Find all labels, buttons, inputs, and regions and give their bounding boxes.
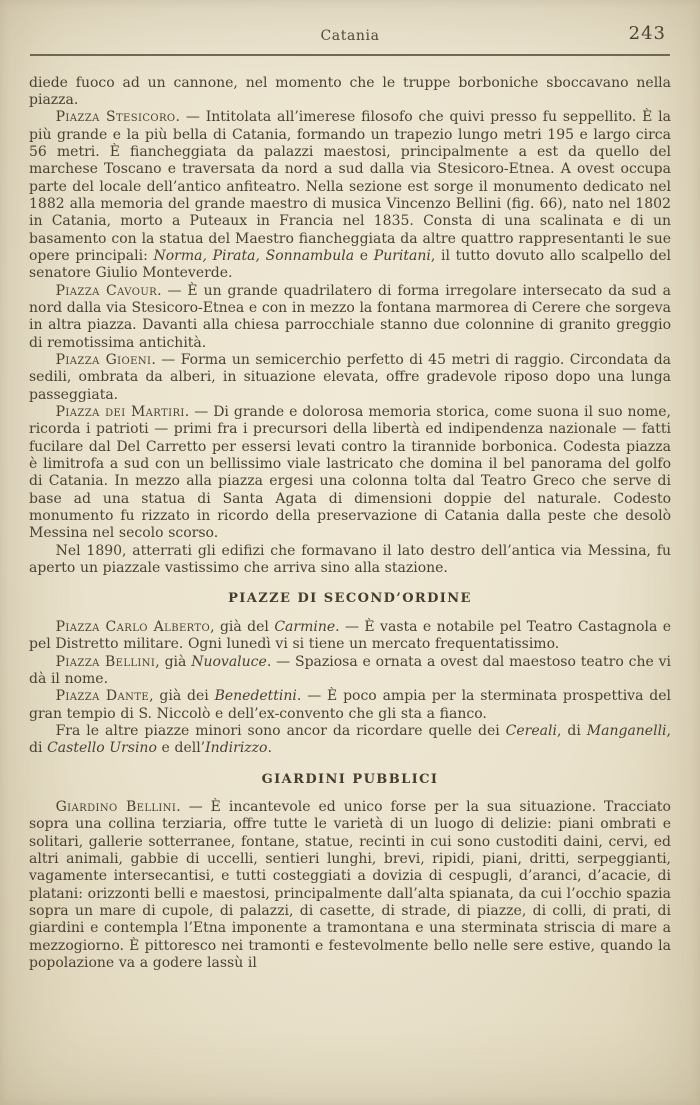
page-body [29, 75, 671, 973]
body-text: , già [155, 653, 192, 670]
paragraph [29, 799, 671, 972]
running-title: Catania [320, 28, 380, 44]
body-text: . — È incantevole ed unico forse per la sua situazione. Tracciato sopra una collina terziaria, offre tutte le varietà di un luogo di delizie: piani ombrati e solitari, gallerie sotterranee, fontane, statue, recinti in cui sono custoditi daini, cervi, ed altri animali, gabbie di uccelli, sentieri lunghi, brevi, ripidi, piani, dritti, serpeggianti, vagamente intersecantisi, e tutti costeggiati a dovizia di cespugli, d’aranci, d’acacie, di platani: orizzonti belli e maestosi, principalmente dall’alta spianata, da cui l’occhio spazia sopra un mare di cupole, di palazzi, di casette, di strade, di piazze, di colli, di prati, di giardini e contempla l’Etna imponente a tramontana e una sterminata striscia di mare a mezzogiorno. È pittoresco nei tramonti e festevolmente bello nelle sere estive, quando la popolazione va a godere lassù il [29, 798, 671, 971]
body-text: . — Intitolata all’imerese filosofo che quivi presso fu seppellito. È la più grande e la più bella di Catania, formando un trapezio lungo metri 195 e largo circa 56 metri. È fiancheggiata da palazzi maestosi, principalmente a est da quello del marchese Toscano e traversata da nord a sud dalla via Stesicoro-Etnea. A ovest occupa parte del locale dell’antico anfiteatro. Nella sezione est sorge il monumento dedicato nel 1882 alla memoria del grande maestro di musica Vincenzo Bellini (fig. 66), nato nel 1802 in Catania, morto a Puteaux in Francia nel 1835. Consta di una scalinata e di un basamento con la statua del Maestro fiancheggiata da altre quattro rappresentanti le sue opere principali: [29, 109, 671, 264]
italic-text: Castello Ursino [47, 740, 157, 757]
page-number: 243 [628, 23, 666, 44]
small-caps-text: Piazza Cavour [55, 282, 158, 299]
header-rule [30, 54, 670, 56]
italic-text: Nuovaluce [191, 653, 267, 670]
italic-text: Cereali [505, 722, 557, 739]
small-caps-text: Piazza dei Martiri [55, 404, 185, 421]
body-text: e dell’ [156, 740, 206, 757]
small-caps-text: Piazza Bellini [55, 653, 156, 670]
small-caps-text: Piazza Carlo Alberto [55, 618, 211, 635]
body-text: , già dei [149, 688, 215, 705]
paragraph [29, 352, 671, 404]
italic-text: Puritani [373, 247, 431, 264]
body-text: . — È poco ampia per la sterminata prospettiva del gran tempio di S. Niccolò e dell’ex-convento che gli sta a fianco. [29, 688, 671, 722]
small-caps-text: Piazza Dante [55, 688, 150, 705]
body-text: . — È un grande quadrilatero di forma irregolare intersecato da sud a nord dalla via Stesicoro-Etnea e con in mezzo la fontana marmorea di Cerere che sorgeva in altra piazza. Davanti alla chiesa parrocchiale stanno due colonnine di granito greggio di remotissima antichità. [29, 282, 671, 351]
body-text: , di [29, 722, 671, 757]
body-text: , già del [210, 618, 275, 635]
body-text: , di [556, 722, 587, 739]
body-text: . — Forma un semicerchio perfetto di 45 metri di raggio. Circondata da sedili, ombrata da alberi, in situazione elevata, offre gradevole riposo dopo una lunga passeggiata. [29, 352, 672, 403]
small-caps-text: Piazza Gioeni [55, 352, 152, 368]
paragraph [29, 688, 671, 723]
italic-text: Norma, Pirata, Sonnambula [153, 247, 355, 264]
paragraph [29, 619, 671, 654]
body-text: . — Spaziosa e ornata a ovest dal maestoso teatro che vi dà il nome. [29, 653, 671, 687]
italic-text: Benedettini [214, 688, 297, 705]
body-text: . [267, 740, 272, 757]
paragraph [29, 404, 671, 543]
small-caps-text: Giardino Bellini [55, 798, 177, 815]
italic-text: Carmine [274, 618, 336, 635]
paragraph [29, 654, 671, 689]
body-text: diede fuoco ad un cannone, nel momento che le truppe borboniche sboccavano nella piazza. [29, 74, 671, 108]
italic-text: Manganelli [586, 722, 667, 739]
paragraph [29, 543, 671, 578]
body-text: . — È vasta e notabile pel Teatro Castagnola e pel Distretto militare. Ogni lunedì vi si tiene un mercato frequentatissimo. [29, 618, 671, 653]
body-text: , il tutto dovuto allo scalpello del senatore Giulio Monteverde. [29, 247, 671, 282]
body-text: Nel 1890, atterrati gli edifizi che formavano il lato destro dell’antica via Messina, fu aperto un piazzale vastissimo che arriva sino alla stazione. [29, 542, 671, 577]
body-text: e [354, 247, 374, 264]
paragraph [29, 75, 671, 110]
paragraph [29, 283, 671, 352]
section-heading: PIAZZE DI SECOND’ORDINE [228, 591, 472, 607]
paragraph [29, 109, 671, 282]
body-text: Fra le altre piazze minori sono ancor da ricordare quelle dei [55, 722, 506, 739]
italic-text: Indirizzo [205, 740, 268, 757]
small-caps-text: Piazza Stesicoro [55, 109, 176, 126]
page-header [30, 25, 670, 49]
body-text: . — Di grande e dolorosa memoria storica, come suona il suo nome, ricorda i patrioti — primi fra i precursori della libertà ed indipendenza nazionale — fatti fucilare dal Del Carretto per essersi levati contro la tirannide borbonica. Codesta piazza è limitrofa a sud con un bellissimo viale lastricato che domina il bel panorama del golfo di Catania. In mezzo alla piazza ergesi una colonna tolta dal Teatro Greco che serve di base ad una statua di Santa Agata di dimensioni doppie del naturale. Codesto monumento fu rizzato in ricordo della preservazione di Catania dalla peste che desolò Messina nel secolo scorso. [29, 404, 671, 542]
paragraph [29, 723, 671, 758]
section-heading: GIARDINI PUBBLICI [261, 771, 439, 787]
